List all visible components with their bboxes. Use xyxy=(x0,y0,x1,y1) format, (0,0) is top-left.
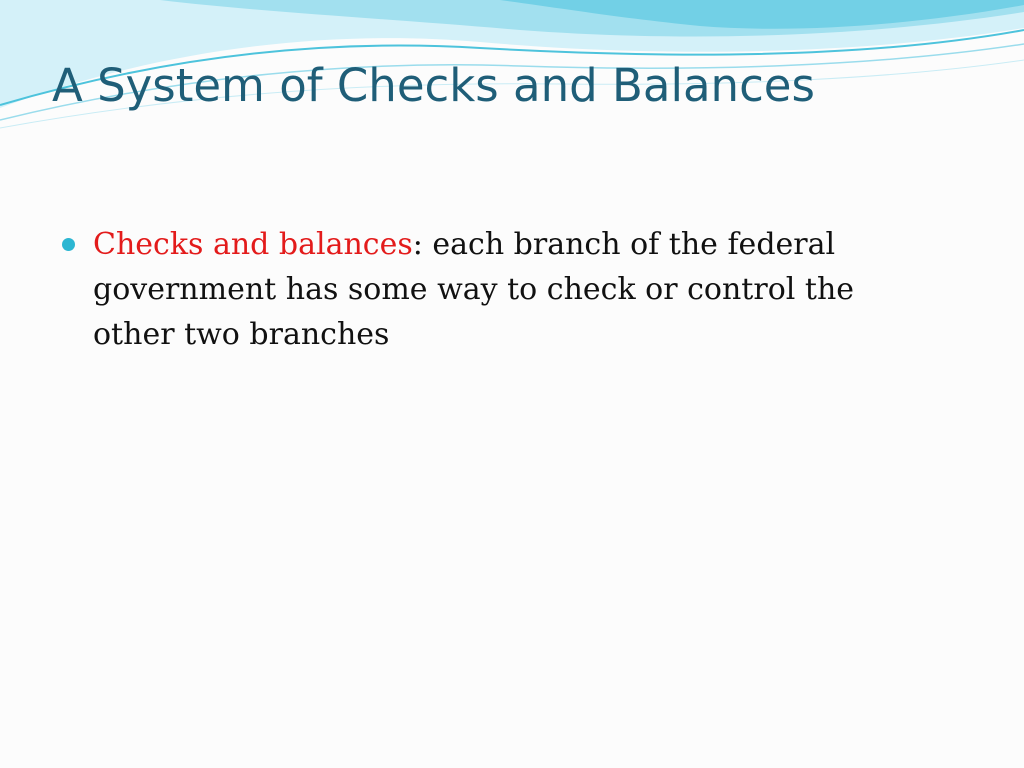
bullet-separator: : xyxy=(412,227,423,262)
bullet-term: Checks and balances xyxy=(93,227,413,262)
bullet-item xyxy=(62,222,882,357)
bullet-definition: each branch of the federal government has some way to check or control the other two branches xyxy=(93,227,855,352)
slide-title: A System of Checks and Balances xyxy=(52,59,815,112)
bullet-list xyxy=(62,222,882,357)
bullet-dot-icon xyxy=(62,238,75,251)
